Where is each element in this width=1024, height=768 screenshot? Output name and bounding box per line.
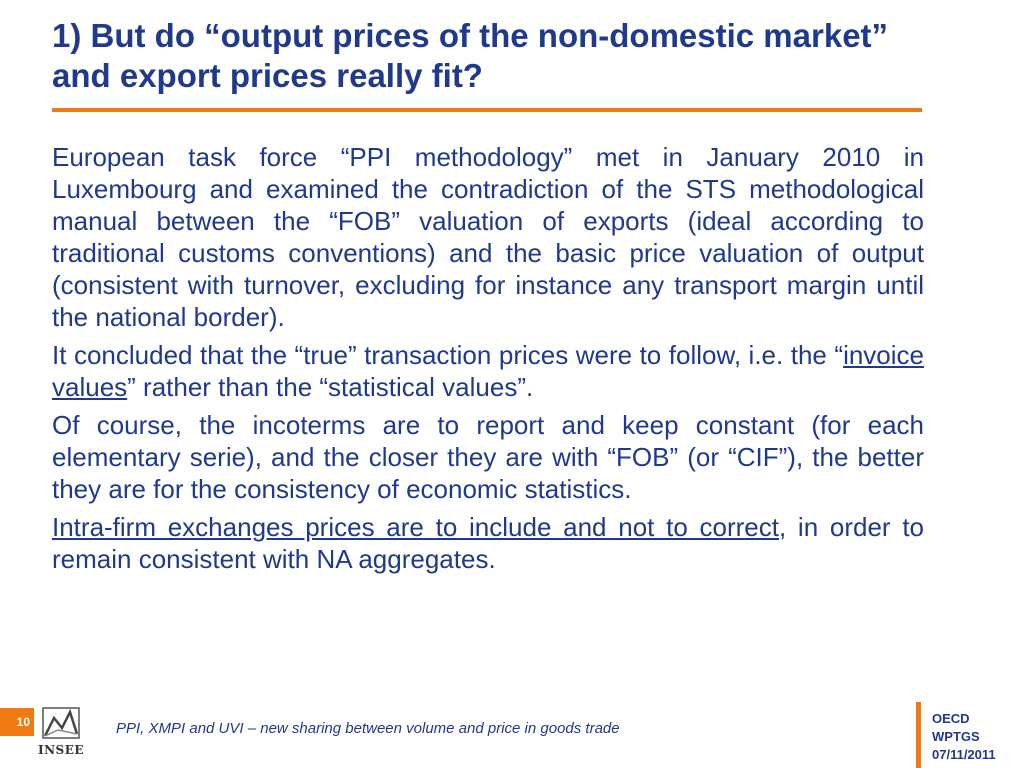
- footer-date: 07/11/2011: [932, 747, 996, 762]
- paragraph-conclusion-start: It concluded that the “true” transaction prices were to follow, i.e. the “: [52, 340, 844, 370]
- paragraph-intra-firm: [52, 511, 924, 575]
- paragraph-intra-firm-end: , in order to remain consistent with NA aggregates.: [52, 512, 925, 574]
- paragraph-incoterms: Of course, the incoterms are to report and keep constant (for each elementary serie), and the closer they are with “FOB” (or “CIF”), the better they are for the consistency of economic statistics.: [52, 410, 924, 504]
- intra-firm-text: Intra-firm exchanges prices are to include and not to correct: [52, 512, 779, 542]
- slide-title: 1) But do “output prices of the non-domestic market” and export prices really fit?: [52, 17, 889, 94]
- footer-org: OECD: [932, 711, 970, 726]
- insee-logo-icon: [36, 704, 86, 742]
- paragraph-conclusion: [52, 339, 924, 403]
- insee-logo-text: INSEE: [37, 743, 85, 757]
- paragraph-conclusion-end: ” rather than the “statistical values”.: [127, 372, 534, 402]
- page-number: 10: [0, 708, 34, 736]
- footer-meta: [932, 710, 996, 764]
- slide-body: [52, 141, 924, 581]
- paragraph-task-force: European task force “PPI methodology” met in January 2010 in Luxembourg and examined the contradiction of the STS methodological manual between the “FOB” valuation of exports (ideal according to traditional customs conventions) and the basic price valuation of output (consistent with turnover, excluding for instance any transport margin until the national border).: [52, 142, 924, 332]
- invoice-values-text: invoice values: [52, 340, 924, 402]
- footer-group: WPTGS: [932, 729, 980, 744]
- title-divider: [52, 108, 922, 112]
- insee-logo: [36, 704, 86, 764]
- slide-footer: [0, 700, 1024, 768]
- footer-divider: [916, 702, 921, 768]
- footer-caption: PPI, XMPI and UVI – new sharing between volume and price in goods trade: [116, 720, 620, 737]
